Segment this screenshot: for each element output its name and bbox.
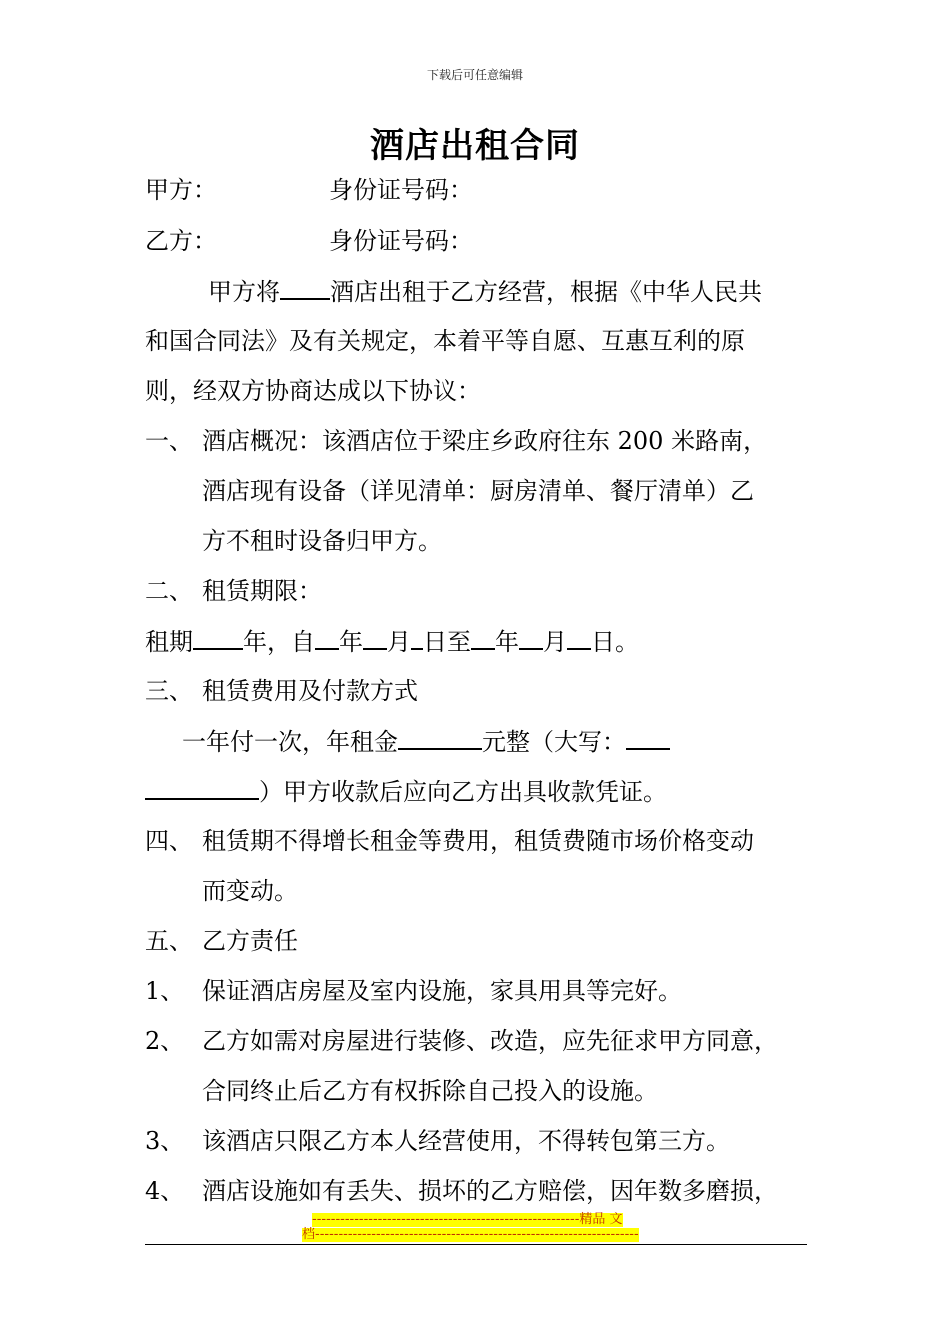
section-4-line-2: 而变动。 [202,877,298,905]
payment-line-2 [145,776,667,807]
payment-text: 元整（大写： [482,728,626,756]
section-1-line-3: 方不租时设备归甲方。 [202,527,442,555]
rent-in-words-blank [626,726,670,750]
section-heading: 租赁费用及付款方式 [202,677,418,705]
section-text: 租赁期不得增长租金等费用，租赁费随市场价格变动 [202,827,754,855]
annual-rent-blank [398,726,482,750]
document-title: 酒店出租合同 [370,126,580,166]
item-number: 4、 [145,1177,185,1205]
list-item [145,1126,730,1156]
section-2-heading [145,576,322,606]
lease-text: 日。 [591,628,639,656]
lease-text: 月 [387,628,411,656]
footer-rule [145,1244,807,1245]
lease-term-line [145,626,639,657]
section-1-line-1 [145,426,767,456]
section-heading: 乙方责任 [202,927,298,955]
item-number: 3、 [145,1127,185,1155]
payment-text: ）甲方收款后应向乙方出具收款凭证。 [259,778,667,806]
intro-text: 酒店出租于乙方经营，根据《中华人民共 [330,278,762,306]
party-b-label: 乙方： [145,227,217,255]
party-a-line [145,175,473,205]
section-text: 酒店概况：该酒店位于梁庄乡政府往东 200 米路南， [202,427,768,455]
list-item [145,1176,778,1206]
start-month-blank [363,626,387,650]
footer-watermark-line-1: ---------------------------------------------------------精品 文 [312,1212,623,1227]
list-item [145,1026,778,1056]
party-b-line [145,226,473,256]
intro-line-3: 则，经双方协商达成以下协议： [145,377,481,405]
party-a-label: 甲方： [145,176,217,204]
list-item-continuation: 合同终止后乙方有权拆除自己投入的设施。 [202,1077,658,1105]
item-text: 保证酒店房屋及室内设施，家具用具等完好。 [202,977,682,1005]
section-number: 四、 [145,827,193,855]
rent-in-words-blank-2 [145,776,259,800]
end-month-blank [519,626,543,650]
section-number: 一、 [145,427,193,455]
section-number: 五、 [145,927,193,955]
intro-line-1 [208,276,762,307]
start-day-blank [411,626,423,650]
lease-text: 租期 [145,628,193,656]
section-3-heading [145,676,418,706]
lease-text: 年 [339,628,363,656]
list-item [145,976,682,1006]
lease-text: 月 [543,628,567,656]
item-text: 乙方如需对房屋进行装修、改造，应先征求甲方同意， [202,1027,778,1055]
hotel-name-blank [280,276,330,300]
footer-watermark-line-2: 档--------------------------------------------------------------------- [302,1227,639,1242]
intro-text: 甲方将 [208,278,280,306]
party-a-id-label: 身份证号码： [329,176,473,204]
item-text: 酒店设施如有丢失、损坏的乙方赔偿，因年数多磨损， [202,1177,778,1205]
item-number: 2、 [145,1027,185,1055]
start-year-blank [315,626,339,650]
lease-text: 日至 [423,628,471,656]
end-year-blank [471,626,495,650]
payment-line-1 [182,726,670,757]
section-5-heading [145,926,298,956]
lease-text: 年，自 [243,628,315,656]
section-number: 二、 [145,577,193,605]
item-number: 1、 [145,977,185,1005]
years-blank [193,626,243,650]
payment-text: 一年付一次，年租金 [182,728,398,756]
section-number: 三、 [145,677,193,705]
section-4-line-1 [145,826,754,856]
end-day-blank [567,626,591,650]
section-heading: 租赁期限： [202,577,322,605]
section-1-line-2: 酒店现有设备（详见清单：厨房清单、餐厅清单）乙 [202,477,754,505]
intro-line-2: 和国合同法》及有关规定，本着平等自愿、互惠互利的原 [145,327,745,355]
header-note: 下载后可任意编辑 [426,68,523,82]
lease-text: 年 [495,628,519,656]
item-text: 该酒店只限乙方本人经营使用，不得转包第三方。 [202,1127,730,1155]
party-b-id-label: 身份证号码： [329,227,473,255]
